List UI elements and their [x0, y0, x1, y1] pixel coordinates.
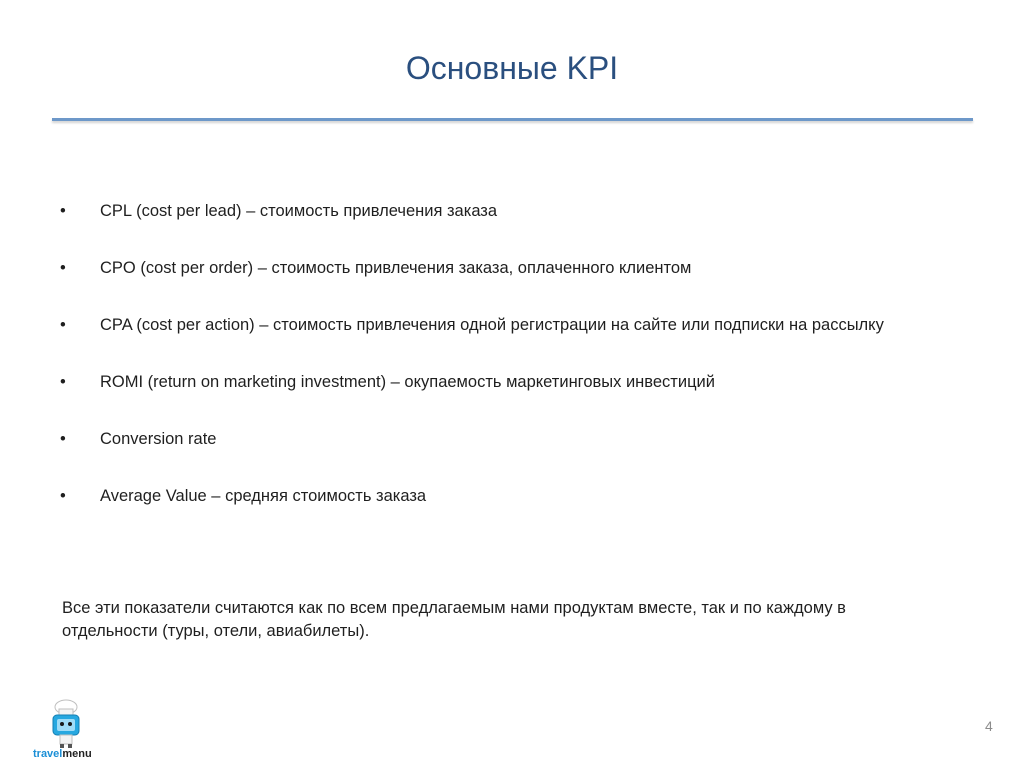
list-item-text: ROMI (return on marketing investment) – окупаемость маркетинговых инвестиций — [100, 373, 715, 391]
list-item — [58, 257, 968, 280]
logo-text: travelmenu — [33, 748, 92, 760]
list-item — [58, 200, 968, 223]
page-number: 4 — [985, 718, 993, 734]
list-item — [58, 485, 968, 508]
list-item-text: CPO (cost per order) – стоимость привлечения заказа, оплаченного клиентом — [100, 259, 692, 277]
summary-paragraph: Все эти показатели считаются как по всем предлагаемым нами продуктам вместе, так и по каждому в отдельности (туры, отели, авиабилеты). — [62, 599, 846, 640]
slide-title: Основные KPI — [405, 50, 619, 86]
list-item-text: Conversion rate — [100, 430, 217, 448]
list-item — [58, 314, 968, 337]
bullet-icon: • — [60, 430, 66, 448]
title-divider — [52, 118, 973, 121]
bullet-icon: • — [60, 259, 66, 277]
list-item-text: CPA (cost per action) – стоимость привлечения одной регистрации на сайте или подписки на рассылку — [100, 316, 884, 334]
bullet-icon: • — [60, 316, 66, 334]
bullet-icon: • — [60, 487, 66, 505]
bullet-icon: • — [60, 202, 66, 220]
list-item-text: CPL (cost per lead) – стоимость привлечения заказа — [100, 202, 498, 220]
list-item-text: Average Value – средняя стоимость заказа — [100, 487, 427, 505]
list-item — [58, 428, 968, 451]
kpi-list — [58, 200, 968, 542]
bullet-icon: • — [60, 373, 66, 391]
chef-mascot-icon — [30, 697, 110, 749]
list-item — [58, 371, 968, 394]
